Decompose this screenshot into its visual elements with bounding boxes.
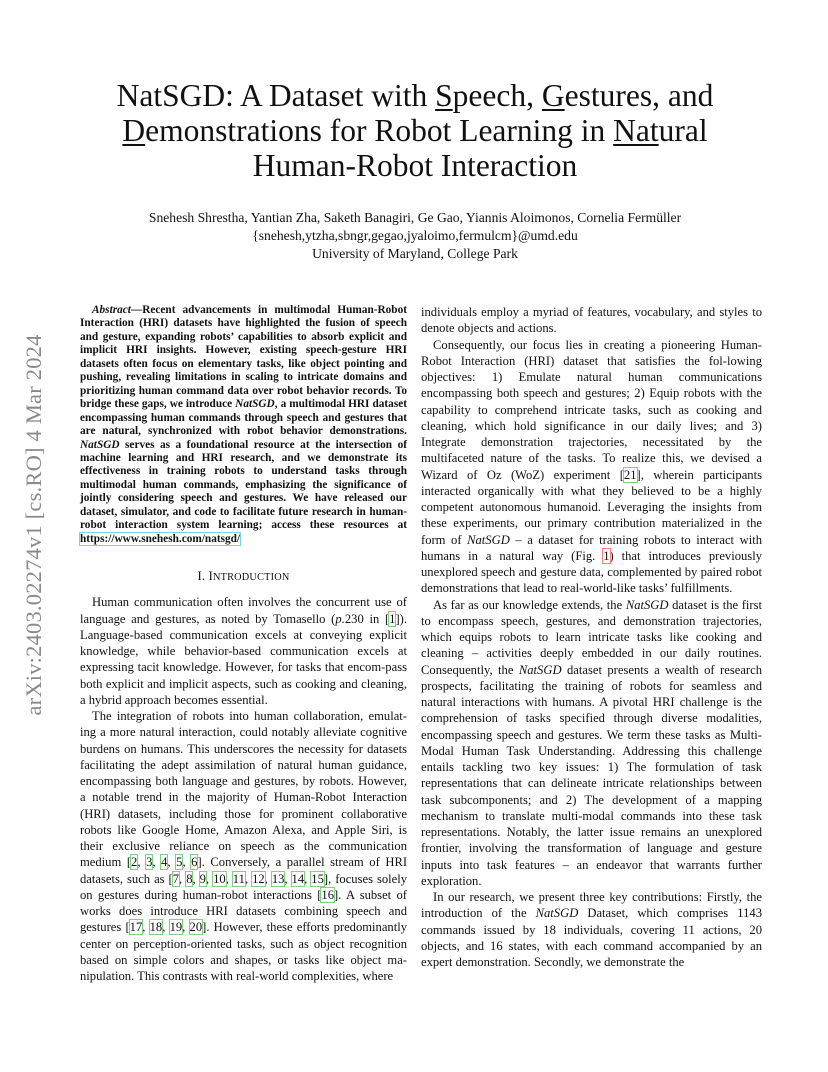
paper-title xyxy=(70,78,760,183)
citation-link[interactable]: 9 xyxy=(199,871,206,886)
arxiv-identifier: arXiv:2403.02274v1 [cs.RO] 4 Mar 2024 xyxy=(21,334,46,716)
dataset-name: NatSGD xyxy=(235,398,275,411)
title-line-1 xyxy=(70,78,760,113)
section-number: I. xyxy=(197,569,209,584)
right-column xyxy=(421,304,762,970)
title-underlined-letter: S xyxy=(435,78,453,113)
abstract xyxy=(80,304,407,546)
paragraph-text: ]. A subset of works does introduce HRI datasets combining speech and gestures [ xyxy=(80,887,407,935)
section-title-rest: NTRODUCTION xyxy=(212,572,290,584)
arxiv-sidebar xyxy=(4,290,64,760)
citation-link[interactable]: 3 xyxy=(146,855,153,870)
section-title-cap: I xyxy=(208,569,213,584)
intro-paragraph-3 xyxy=(421,337,762,597)
citation-link[interactable]: 6 xyxy=(191,855,198,870)
title-underlined-letter: D xyxy=(122,113,146,148)
citation-link[interactable]: 19 xyxy=(169,920,183,935)
section-heading-introduction xyxy=(80,568,407,586)
resources-link[interactable]: https://www.snehesh.com/natsgd/ xyxy=(80,532,241,545)
citation-link[interactable]: 1 xyxy=(389,611,396,626)
author-affiliation: University of Maryland, College Park xyxy=(312,246,518,261)
dataset-name: NatSGD xyxy=(80,438,120,451)
abstract-text: serves as a foundational resource at the intersection of machine learning and HRI research, and we demonstrate its effectiveness in training robots to understand tasks through multimodal human commands, emphasizing the significance of jointly considering speech and gestures. We have released our dataset, simulator, and code to facilitate future research in human-robot interaction system learning; access these resources at xyxy=(80,438,407,532)
title-underlined-letters: Nat xyxy=(613,113,659,148)
citation-link[interactable]: 8 xyxy=(186,871,193,886)
citation-link[interactable]: 2 xyxy=(131,855,138,870)
intro-paragraph-4 xyxy=(421,597,762,890)
paragraph-text: ]. However, these efforts predominantly center on perception-oriented tasks, such as object recognition based on simple colors and shapes, or tasks like object ma-nipulation. This contrasts with real-world complexities, where xyxy=(80,920,408,984)
intro-paragraph-2-continued: individuals employ a myriad of features, vocabulary, and styles to denote objects and actions. xyxy=(421,305,762,336)
title-text: ural xyxy=(658,113,708,148)
title-line-3: Human-Robot Interaction xyxy=(252,148,578,183)
citation-link[interactable]: 5 xyxy=(176,855,183,870)
paragraph-text: ]). Language-based communication excels at conveying explicit knowledge, while behavior-based communication excels at expressing tacit knowledge. However, for tasks that encom-pass both explicit and implicit aspects, such as cooking and cleaning, a hybrid approach becomes essential. xyxy=(80,611,408,707)
paragraph-text: Dataset, which comprises 1143 commands issued by 18 individuals, covering 11 actions, 20 objects, and 16 states, with each command accompanied by an expert demonstration. Secondly, we demonstrate the xyxy=(421,906,762,969)
dataset-name: NatSGD xyxy=(467,532,510,547)
citation-link[interactable]: 16 xyxy=(321,887,334,902)
abstract-label: Abstract xyxy=(92,304,131,316)
title-text: emonstrations for Robot Learning in xyxy=(145,113,614,148)
paragraph-text: ], focuses solely on gestures during human-robot interactions [ xyxy=(80,871,408,902)
author-block xyxy=(70,209,760,263)
paragraph-text: dataset presents a wealth of research prospects, facilitating the training of robots for seamless and natural interactions with humans. A pivotal HRI challenge is the comprehension of tasks specified through diverse modalities, encompassing speech and gestures. We term these tasks as Multi-Modal Human Task Understanding. Addressing this challenge entails tackling two key issues: 1) The formulation of task representations that can delineate intricate relationships between task subcomponents; and 2) The development of a mapping mechanism to translate multi-modal commands into these task representations. Notably, the latter issue remains an unexplored frontier, involving the transformation of language and gesture inputs into task features – an endeavor that warrants further exploration. xyxy=(421,662,762,888)
paragraph-text: Consequently, our focus lies in creating a pioneering Human-Robot Interaction (HRI) dataset that satisfies the fol-lowing objectives: 1) Emulate natural human communications encompassing both speech and gestures; 2) Equip robots with the capability to comprehend intricate tasks, such as cooking and cleaning, which hold significance in our daily lives; and 3) Integrate demonstration trajectories, necessitated by the multifaceted nature of the tasks. To realize this, we devised a Wizard of Oz (WoZ) experiment [ xyxy=(421,337,762,482)
citation-link[interactable]: 4 xyxy=(161,855,168,870)
citation-link[interactable]: 7 xyxy=(172,871,180,886)
paragraph-text: As far as our knowledge extends, the xyxy=(433,597,626,612)
paragraph-text: ], wherein participants interacted organically with what they believed to be a highly competent autonomous humanoid. Leveraging the insights from these experiments, our primary contribution materialized in the form of xyxy=(421,467,762,547)
citation-link[interactable]: 21 xyxy=(623,467,637,482)
abstract-text: , a multimodal HRI dataset encompassing human commands through speech and gestures that are natural, synchronized with robot behavior demonstrations. xyxy=(80,398,407,438)
dataset-name: NatSGD xyxy=(535,906,579,921)
author-names: Snehesh Shrestha, Yantian Zha, Saketh Banagiri, Ge Gao, Yiannis Aloimonos, Cornelia Fermüller xyxy=(148,210,682,225)
intro-paragraph-2: The integration of robots into human collaboration, emulat-ing a more natural interaction, could notably alleviate cognitive burdens on humans. This underscores the necessity for datasets facilitating the adept assimilation of natural human guidance, encompassing both language and gestures, by robots. However, a notable trend in the majority of Human-Robot Interaction (HRI) datasets, including those for prominent collaborative robots like Google Home, Amazon Alexa, and Apple Siri, is their exclusive reliance on speech as the communication medium [2, 3, 4, 5, 6]. Conversely, a parallel stream of HRI datasets, such as [7, 8, 9, 10, 11, 12, 13, 14, 15], focuses solely on gestures during human-robot interactions [16]. A subset of works does introduce HRI datasets combining speech and gestures [17, 18, 19, 20]. However, these efforts predominantly center on perception-oriented tasks, such as object recognition based on simple colors and shapes, or tasks like object ma-nipulation. This contrasts with real-world complexities, where xyxy=(80,709,408,984)
citation-link[interactable]: 14 xyxy=(291,871,305,886)
citation-link[interactable]: 12 xyxy=(252,871,265,886)
citation-link[interactable]: 17 xyxy=(129,920,143,935)
title-text: NatSGD: A Dataset with xyxy=(116,78,436,113)
paragraph-text: Human communication often involves the concurrent use of language and gestures, as noted by Tomasello ( xyxy=(80,595,407,626)
title-line-2 xyxy=(70,113,760,148)
intro-paragraph-5 xyxy=(421,889,762,970)
title-text: peech, xyxy=(452,78,542,113)
citation-link[interactable]: 13 xyxy=(271,871,285,886)
paragraph-text: 230 in [ xyxy=(344,611,390,626)
paragraph-text: dataset is the first to encompass speech, gestures, and demonstration trajectories, which equips robots to learn intricate tasks like cooking and cleaning – activities deeply embedded in our daily routines. Consequently, the xyxy=(421,597,762,677)
paragraph-text: In our research, we present three key contributions: Firstly, the introduction of the xyxy=(421,890,762,921)
title-text: estures, and xyxy=(564,78,714,113)
dataset-name: NatSGD xyxy=(518,662,562,677)
citation-link[interactable]: 11 xyxy=(232,871,245,886)
intro-paragraph-1 xyxy=(80,594,407,708)
citation-link[interactable]: 20 xyxy=(189,920,203,935)
author-emails: {snehesh,ytzha,sbngr,gegao,jyaloimo,fermulcm}@umd.edu xyxy=(252,228,578,243)
figure-link[interactable]: 1 xyxy=(603,548,610,563)
paragraph-text: ]. Conversely, a parallel stream of HRI datasets, such as [ xyxy=(80,855,408,886)
left-column xyxy=(80,304,407,984)
paragraph-text: The integration of robots into human collaboration, emulat-ing a more natural interaction, could notably alleviate cognitive burdens on humans. This underscores the necessity for datasets facilitating the adept assimilation of natural human guidance, encompassing both language and gestures, by robots. However, a notable trend in the majority of Human-Robot Interaction (HRI) datasets, including those for prominent collaborative robots like Google Home, Amazon Alexa, and Apple Siri, is their exclusive reliance on speech as the communication medium [ xyxy=(80,709,407,870)
emphasis: p. xyxy=(335,611,345,626)
citation-link[interactable]: 18 xyxy=(149,920,163,935)
title-underlined-letter: G xyxy=(541,78,565,113)
paragraph-text: ) that introduces previously unexplored speech and gesture data, complemented by paired robot demonstrations that lead to real-world-like tasks’ fulfillments. xyxy=(421,548,762,596)
citation-link[interactable]: 10 xyxy=(213,871,226,886)
paragraph-text: – a dataset for training robots to interact with humans in a natural way (Fig. xyxy=(421,532,762,563)
abstract-text: —Recent advancements in multimodal Human-Robot Interaction (HRI) datasets have highlighted the fusion of speech and gesture, expanding robots’ capabilities to absorb explicit and implicit HRI insights. However, existing speech-gesture HRI datasets often focus on elementary tasks, like object pointing and pushing, revealing limitations in scaling to intricate domains and prioritizing human command data over robot behavior records. To bridge these gaps, we introduce xyxy=(80,304,407,411)
dataset-name: NatSGD xyxy=(625,597,669,612)
citation-link[interactable]: 15 xyxy=(311,871,324,886)
